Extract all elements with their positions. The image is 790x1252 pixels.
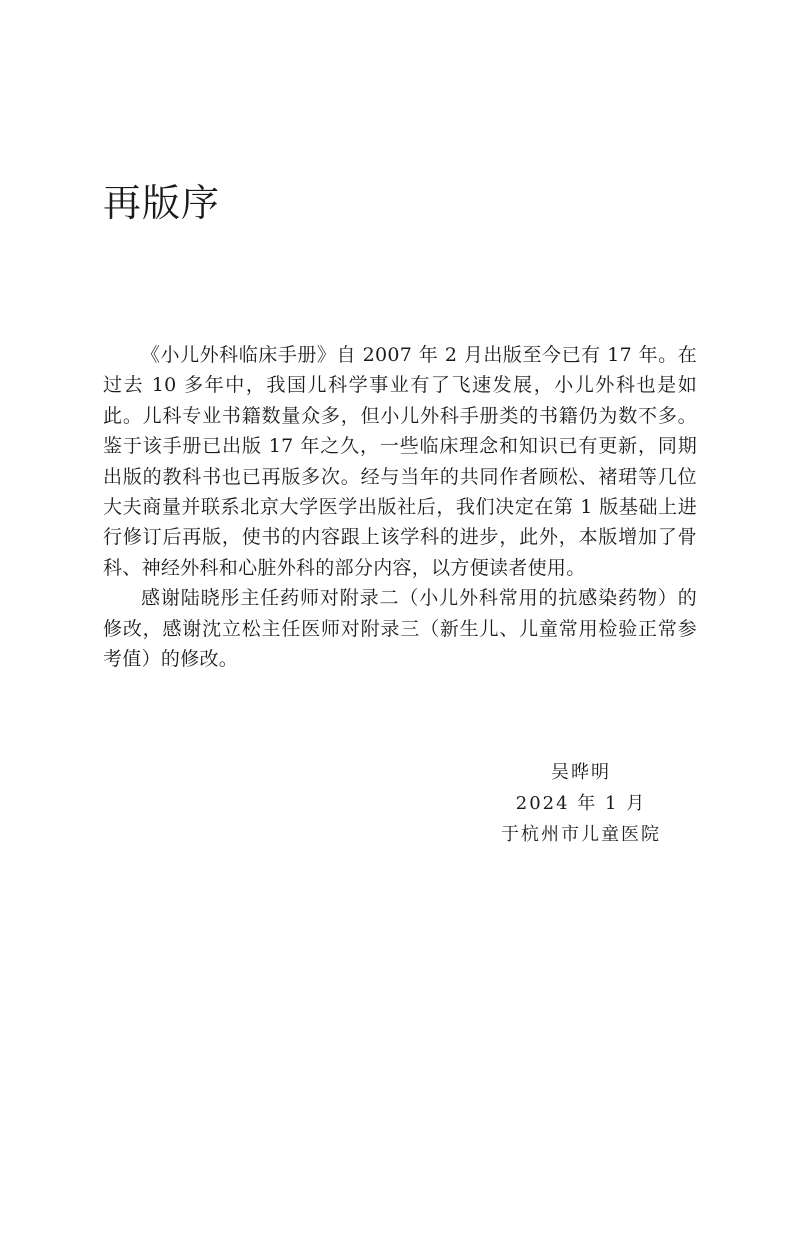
signature-date: 2024 年 1 月 bbox=[515, 793, 647, 814]
preface-paragraph-1: 《小儿外科临床手册》自 2007 年 2 月出版至今已有 17 年。在过去 10 多年中，我国儿科学事业有了飞速发展，小儿外科也是如此。儿科专业书籍数量众多，但小儿外科手册类的书籍仍为数不多。鉴于该手册已出版 17 年之久，一些临床理念和知识已有更新，同期出版的教科书也已再版多次。经与当年的共同作者顾松、褚珺等几位大夫商量并联系北京大学医学出版社后，我们决定在第 1 版基础上进行修订后再版，使书的内容跟上该学科的进步，此外，本版增加了骨科、神经外科和心脏外科的部分内容，以方便读者使用。 bbox=[103, 344, 697, 579]
signature-author: 吴晔明 bbox=[551, 762, 611, 783]
preface-body bbox=[103, 340, 697, 674]
preface-paragraph-2: 感谢陆晓彤主任药师对附录二（小儿外科常用的抗感染药物）的修改，感谢沈立松主任医师对附录三（新生儿、儿童常用检验正常参考值）的修改。 bbox=[103, 587, 697, 671]
page-title: 再版序 bbox=[103, 181, 221, 225]
signature-place: 于杭州市儿童医院 bbox=[501, 824, 661, 845]
signature-block bbox=[481, 757, 681, 850]
